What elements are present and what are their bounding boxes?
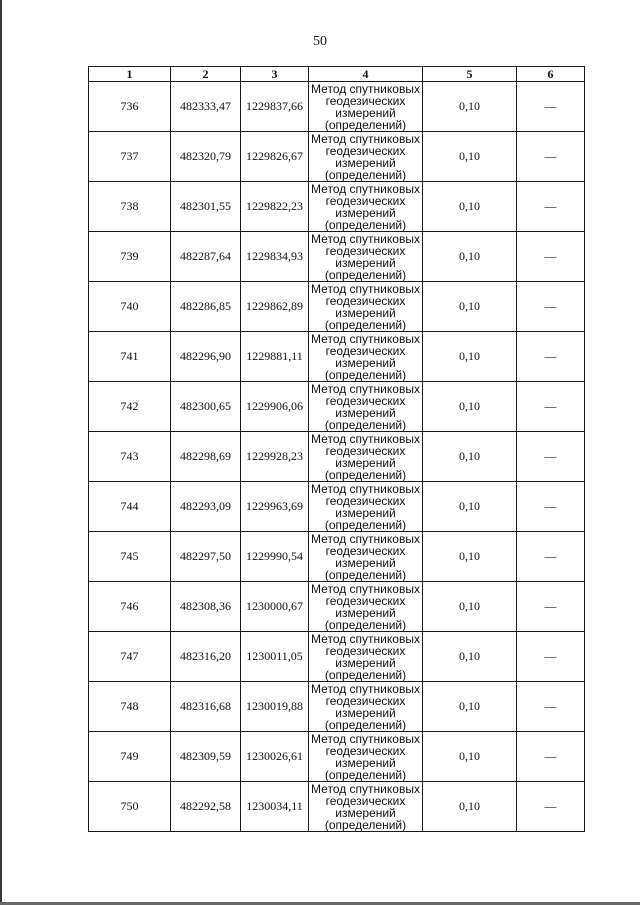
x-coordinate-cell: 482296,90 [171,332,241,382]
y-coordinate-cell: 1229881,11 [241,332,309,382]
x-coordinate-cell: 482333,47 [171,82,241,132]
method-text-line: (определений) [324,717,407,732]
header-col-6: 6 [517,67,585,82]
accuracy-cell: 0,10 [423,582,517,632]
page-number: 50 [313,34,327,49]
x-coordinate-cell: 482287,64 [171,232,241,282]
method-text-line: геодезических [325,343,406,358]
note-cell: — [517,732,585,782]
method-text-line: (определений) [324,517,407,532]
method-text-line: геодезических [325,443,406,458]
method-text-line: геодезических [325,243,406,258]
method-text-line: геодезических [325,493,406,508]
method-text-line: измерений [335,555,396,570]
table-row [89,82,585,132]
method-text-line: (определений) [324,217,407,232]
method-text-line: измерений [335,305,396,320]
header-col-2: 2 [171,67,241,82]
method-cell [309,582,423,632]
method-text-line: (определений) [324,817,407,832]
point-number-cell: 748 [89,682,171,732]
x-coordinate-cell: 482320,79 [171,132,241,182]
y-coordinate-cell: 1229826,67 [241,132,309,182]
method-cell [309,682,423,732]
method-text-line: (определений) [324,317,407,332]
method-text-line: геодезических [325,293,406,308]
x-coordinate-cell: 482298,69 [171,432,241,482]
table-row [89,282,585,332]
method-cell [309,532,423,582]
method-text-line: измерений [335,255,396,270]
method-text-line: Метод спутниковых [311,481,420,496]
note-cell: — [517,282,585,332]
y-coordinate-cell: 1229822,23 [241,182,309,232]
method-cell [309,182,423,232]
method-text-line: (определений) [324,667,407,682]
method-text-line: измерений [335,605,396,620]
method-text-line: измерений [335,755,396,770]
method-text-line: геодезических [325,143,406,158]
accuracy-cell: 0,10 [423,382,517,432]
method-cell [309,632,423,682]
method-text-line: геодезических [325,193,406,208]
method-text-line: измерений [335,155,396,170]
method-text-line: Метод спутниковых [311,131,420,146]
table-header-row [89,67,585,82]
method-cell [309,282,423,332]
table-row [89,732,585,782]
method-text-line: Метод спутниковых [311,281,420,296]
method-cell [309,482,423,532]
method-cell [309,432,423,482]
accuracy-cell: 0,10 [423,232,517,282]
accuracy-cell: 0,10 [423,482,517,532]
point-number-cell: 737 [89,132,171,182]
method-text-line: измерений [335,655,396,670]
table-body [89,82,585,832]
method-text-line: геодезических [325,543,406,558]
x-coordinate-cell: 482286,85 [171,282,241,332]
method-text-line: (определений) [324,417,407,432]
scan-left-edge [0,0,2,905]
note-cell: — [517,532,585,582]
point-number-cell: 744 [89,482,171,532]
x-coordinate-cell: 482301,55 [171,182,241,232]
method-text-line: (определений) [324,767,407,782]
method-text-line: (определений) [324,567,407,582]
point-number-cell: 750 [89,782,171,832]
method-cell [309,132,423,182]
y-coordinate-cell: 1230026,61 [241,732,309,782]
table-row [89,782,585,832]
note-cell: — [517,482,585,532]
table-row [89,132,585,182]
method-text-line: (определений) [324,117,407,132]
x-coordinate-cell: 482293,09 [171,482,241,532]
method-text-line: (определений) [324,467,407,482]
point-number-cell: 741 [89,332,171,382]
point-number-cell: 745 [89,532,171,582]
method-cell [309,732,423,782]
method-text-line: Метод спутниковых [311,581,420,596]
method-text-line: Метод спутниковых [311,381,420,396]
method-text-line: измерений [335,405,396,420]
point-number-cell: 740 [89,282,171,332]
method-text-line: геодезических [325,793,406,808]
y-coordinate-cell: 1230034,11 [241,782,309,832]
method-text-line: измерений [335,505,396,520]
note-cell: — [517,682,585,732]
y-coordinate-cell: 1229834,93 [241,232,309,282]
method-cell [309,332,423,382]
accuracy-cell: 0,10 [423,782,517,832]
x-coordinate-cell: 482316,20 [171,632,241,682]
accuracy-cell: 0,10 [423,282,517,332]
method-text-line: геодезических [325,593,406,608]
accuracy-cell: 0,10 [423,182,517,232]
note-cell: — [517,132,585,182]
accuracy-cell: 0,10 [423,732,517,782]
point-number-cell: 749 [89,732,171,782]
header-col-4: 4 [309,67,423,82]
method-text-line: (определений) [324,267,407,282]
y-coordinate-cell: 1229963,69 [241,482,309,532]
table-row [89,532,585,582]
method-cell [309,82,423,132]
method-text-line: Метод спутниковых [311,331,420,346]
table-row [89,232,585,282]
table-row [89,582,585,632]
point-number-cell: 739 [89,232,171,282]
method-text-line: Метод спутниковых [311,431,420,446]
method-text-line: измерений [335,705,396,720]
y-coordinate-cell: 1229928,23 [241,432,309,482]
accuracy-cell: 0,10 [423,682,517,732]
coordinates-table [88,66,585,832]
point-number-cell: 747 [89,632,171,682]
header-col-1: 1 [89,67,171,82]
table-row [89,432,585,482]
y-coordinate-cell: 1230000,67 [241,582,309,632]
table-row [89,332,585,382]
note-cell: — [517,432,585,482]
method-cell [309,382,423,432]
y-coordinate-cell: 1230011,05 [241,632,309,682]
accuracy-cell: 0,10 [423,632,517,682]
method-text-line: измерений [335,105,396,120]
y-coordinate-cell: 1229837,66 [241,82,309,132]
note-cell: — [517,82,585,132]
note-cell: — [517,632,585,682]
table-row [89,382,585,432]
note-cell: — [517,182,585,232]
method-cell [309,232,423,282]
accuracy-cell: 0,10 [423,432,517,482]
method-text-line: геодезических [325,693,406,708]
method-text-line: (определений) [324,167,407,182]
method-text-line: измерений [335,455,396,470]
method-text-line: Метод спутниковых [311,81,420,96]
point-number-cell: 736 [89,82,171,132]
y-coordinate-cell: 1229990,54 [241,532,309,582]
table-row [89,182,585,232]
method-text-line: Метод спутниковых [311,231,420,246]
note-cell: — [517,782,585,832]
x-coordinate-cell: 482292,58 [171,782,241,832]
x-coordinate-cell: 482297,50 [171,532,241,582]
method-text-line: Метод спутниковых [311,181,420,196]
accuracy-cell: 0,10 [423,332,517,382]
method-cell [309,782,423,832]
point-number-cell: 746 [89,582,171,632]
table-row [89,682,585,732]
point-number-cell: 742 [89,382,171,432]
method-text-line: Метод спутниковых [311,681,420,696]
accuracy-cell: 0,10 [423,132,517,182]
note-cell: — [517,582,585,632]
method-text-line: Метод спутниковых [311,731,420,746]
note-cell: — [517,332,585,382]
point-number-cell: 743 [89,432,171,482]
x-coordinate-cell: 482300,65 [171,382,241,432]
note-cell: — [517,232,585,282]
table-row [89,632,585,682]
method-text-line: измерений [335,805,396,820]
y-coordinate-cell: 1229862,89 [241,282,309,332]
method-text-line: геодезических [325,93,406,108]
method-text-line: (определений) [324,367,407,382]
accuracy-cell: 0,10 [423,532,517,582]
method-text-line: (определений) [324,617,407,632]
x-coordinate-cell: 482316,68 [171,682,241,732]
header-col-3: 3 [241,67,309,82]
method-text-line: геодезических [325,743,406,758]
header-col-5: 5 [423,67,517,82]
method-text-line: Метод спутниковых [311,781,420,796]
table-row [89,482,585,532]
method-text-line: Метод спутниковых [311,631,420,646]
x-coordinate-cell: 482309,59 [171,732,241,782]
accuracy-cell: 0,10 [423,82,517,132]
y-coordinate-cell: 1230019,88 [241,682,309,732]
note-cell: — [517,382,585,432]
method-text-line: Метод спутниковых [311,531,420,546]
method-text-line: геодезических [325,643,406,658]
x-coordinate-cell: 482308,36 [171,582,241,632]
method-text-line: измерений [335,355,396,370]
method-text-line: геодезических [325,393,406,408]
method-text-line: измерений [335,205,396,220]
point-number-cell: 738 [89,182,171,232]
y-coordinate-cell: 1229906,06 [241,382,309,432]
